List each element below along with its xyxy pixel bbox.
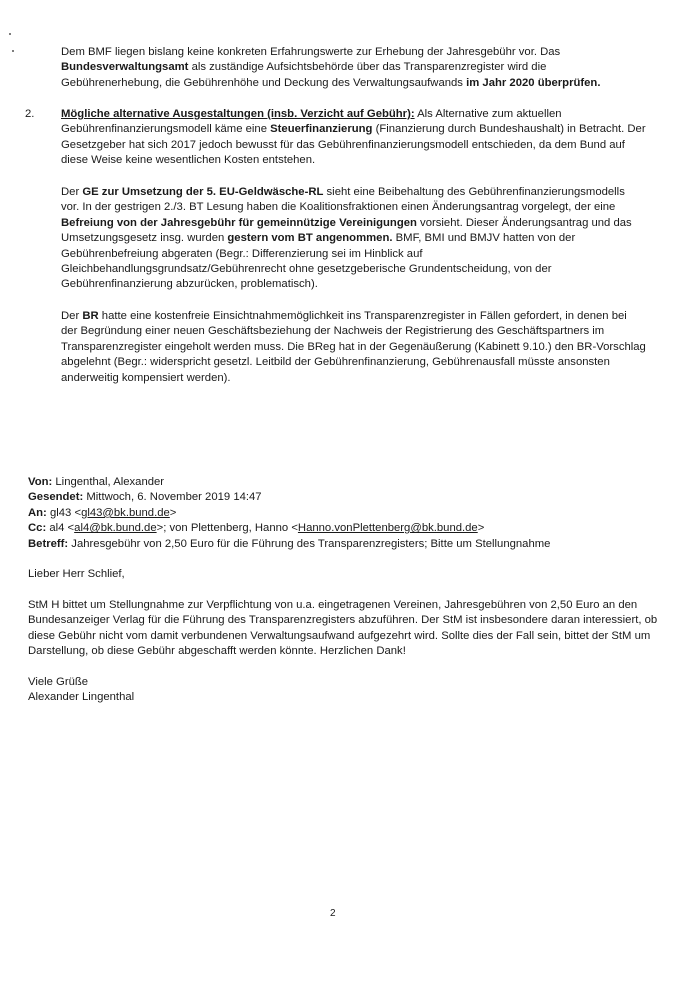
paragraph-bva-review: Dem BMF liegen bislang keine konkreten Erfahrungswerte zur Erhebung der Jahresgebühr vor. Das Bundesverwaltungsamt als zuständige Aufsichtsbehörde über das Transparenzregister wird die Gebührenerhebung, die Gebührenhöhe und Deckung des Verwaltungsaufwands im Jahr 2020 überprüfen. <box>61 46 601 89</box>
scan-speck <box>9 33 11 35</box>
page-number: 2 <box>330 908 336 919</box>
email-subject: Betreff: Jahresgebühr von 2,50 Euro für die Führung des Transparenzregisters; Bitte um Stellungnahme <box>28 537 551 550</box>
email-signature: Alexander Lingenthal <box>28 691 135 704</box>
scan-speck <box>12 50 14 52</box>
email-salutation: Lieber Herr Schlief, <box>28 568 125 580</box>
email-link-plettenberg[interactable]: Hanno.vonPlettenberg@bk.bund.de <box>297 522 478 535</box>
email-body: StM H bittet um Stellungnahme zur Verpflichtung von u.a. eingetragenen Vereinen, Jahresgebühren von 2,50 Euro an den Bundesanzeiger Verlag für die Führung des Transparenzregisters abzuführen. Der StM ist insbesondere daran interessiert, ob diese Gebühr nicht vom damit verbundenen Verwaltungsaufwand aufgezehrt wird. Sollte dies der Fall sein, bittet der StM um Darstellung, ob diese Gebühr abgeschafft werden könnte. Herzlichen Dank! <box>28 599 658 658</box>
paragraph-bundesrat: Der BR hatte eine kostenfreie Einsichtnahmemöglichkeit ins Transparenzregister in Fällen gefordert, in denen bei der Begründung einer neuen Geschäftsbeziehung der Nachweis der Registrierung des Geschäftspartners im Transparenzregister eingeholt werden muss. Die BReg hat in der Gegenäußerung (Kabinett 9.10.) den BR-Vorschlag abgelehnt (Begr.: widerspricht gesetzl. Leitbild der Gebührenfinanzierung, Gebührenausfall müsste ansonsten anderweitig kompensiert werden). <box>61 310 646 384</box>
email-closing: Viele Grüße Alexander Lingenthal <box>28 675 658 706</box>
section-heading: Mögliche alternative Ausgestaltungen (insb. Verzicht auf Gebühr): <box>61 108 415 120</box>
email-link-al4[interactable]: al4@bk.bund.de <box>74 522 157 535</box>
list-number: 2. <box>25 108 35 120</box>
email-link-gl43[interactable]: gl43@bk.bund.de <box>81 506 170 519</box>
email-cc: Cc: al4 <al4@bk.bund.de>; von Plettenberg, Hanno <Hanno.vonPlettenberg@bk.bund.de> <box>28 522 485 535</box>
paragraph-draft-law: Der GE zur Umsetzung der 5. EU-Geldwäsche-RL sieht eine Beibehaltung des Gebührenfinanzierungsmodells vor. In der gestrigen 2./3. BT Lesung haben die Koalitionsfraktionen einen Änderungsantrag vorgelegt, der eine Befreiung von der Jahresgebühr für gemeinnützige Vereinigungen vorsieht. Dieser Änderungsantrag und das Umsetzungsgesetz insg. wurden gestern vom BT angenommen. BMF, BMI und BMJV hatten von der Gebührenbefreiung abgeraten (Begr.: Differenzierung sei im Hinblick auf Gleichbehandlungsgrundsatz/Gebührenrecht ohne gesetzgeberische Grundentscheidung, von der Gebührenfinanzierung abzurücken, problematisch). <box>61 186 632 291</box>
list-item-alternatives: 2. Mögliche alternative Ausgestaltungen (insb. Verzicht auf Gebühr): Als Alternative zum aktuellen Gebührenfinanzierungsmodell käme eine Steuerfinanzierung (Finanzierung durch Bundeshaushalt) in Betracht. Der Gesetzgeber hat sich 2017 jedoch bewusst für das Gebührenfinanzierungsmodell entschieden, da dem Bund auf diese Weise keine wesentlichen Kosten entstehen. <box>25 108 646 167</box>
email-sent: Gesendet: Mittwoch, 6. November 2019 14:47 <box>28 491 262 504</box>
email-header <box>28 475 668 552</box>
email-from: Von: Lingenthal, Alexander <box>28 476 165 488</box>
email-to: An: gl43 <gl43@bk.bund.de> <box>28 506 177 519</box>
